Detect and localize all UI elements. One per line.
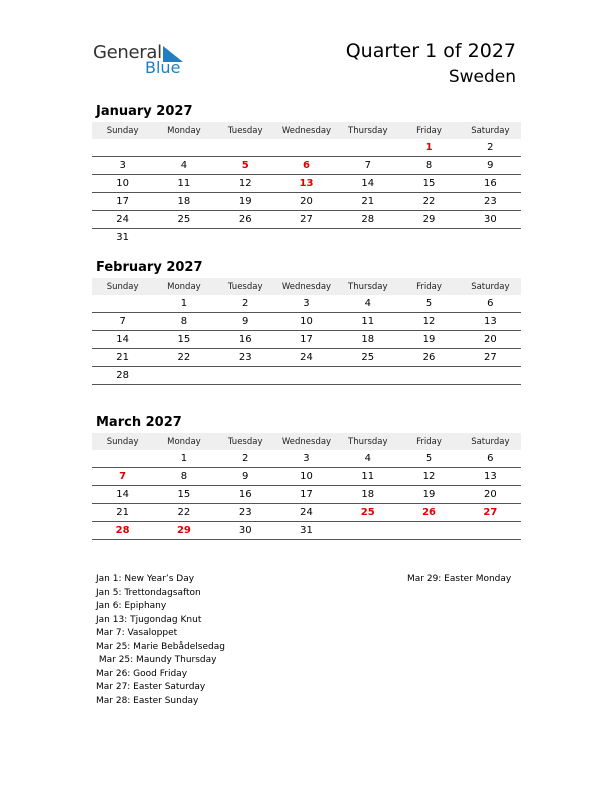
day-cell: 18 bbox=[337, 331, 398, 349]
week-row bbox=[92, 211, 521, 229]
day-cell: 1 bbox=[153, 450, 214, 468]
holiday-item: Jan 1: New Year’s Day bbox=[96, 574, 195, 584]
day-cell: 9 bbox=[215, 468, 276, 486]
day-cell: 11 bbox=[337, 468, 398, 486]
day-cell: 24 bbox=[276, 504, 337, 522]
day-cell: 22 bbox=[398, 193, 459, 211]
day-cell bbox=[153, 139, 214, 157]
weekday-header: Friday bbox=[398, 433, 459, 450]
day-cell bbox=[398, 229, 459, 247]
weekday-header: Thursday bbox=[337, 278, 398, 295]
holiday-item: Mar 27: Easter Saturday bbox=[96, 682, 206, 692]
calendar-grid bbox=[92, 278, 521, 385]
month-title: March 2027 bbox=[96, 415, 182, 430]
day-cell: 21 bbox=[337, 193, 398, 211]
day-cell: 22 bbox=[153, 504, 214, 522]
day-cell: 16 bbox=[460, 175, 521, 193]
day-cell bbox=[215, 139, 276, 157]
weekday-header: Friday bbox=[398, 278, 459, 295]
day-cell bbox=[92, 295, 153, 313]
day-cell: 25 bbox=[153, 211, 214, 229]
day-cell: 2 bbox=[215, 450, 276, 468]
day-cell bbox=[153, 229, 214, 247]
day-cell: 16 bbox=[215, 486, 276, 504]
day-cell bbox=[460, 229, 521, 247]
week-row bbox=[92, 486, 521, 504]
day-cell: 30 bbox=[215, 522, 276, 540]
day-cell: 22 bbox=[153, 349, 214, 367]
logo-text-blue: Blue bbox=[145, 58, 181, 77]
holiday-item: Jan 5: Trettondagsafton bbox=[96, 587, 201, 598]
day-cell: 24 bbox=[92, 211, 153, 229]
holiday-item: Mar 28: Easter Sunday bbox=[96, 695, 199, 706]
day-cell: 26 bbox=[398, 504, 459, 522]
day-cell bbox=[92, 450, 153, 468]
day-cell: 20 bbox=[276, 193, 337, 211]
holiday-item: Mar 25: Maundy Thursday bbox=[96, 655, 217, 665]
week-row bbox=[92, 175, 521, 193]
day-cell: 26 bbox=[215, 211, 276, 229]
day-cell: 27 bbox=[460, 349, 521, 367]
day-cell: 28 bbox=[337, 211, 398, 229]
day-cell: 14 bbox=[92, 331, 153, 349]
day-cell: 15 bbox=[153, 486, 214, 504]
day-cell bbox=[276, 139, 337, 157]
day-cell: 11 bbox=[337, 313, 398, 331]
day-cell: 11 bbox=[153, 175, 214, 193]
day-cell: 17 bbox=[276, 486, 337, 504]
day-cell bbox=[92, 139, 153, 157]
weekday-header: Thursday bbox=[337, 122, 398, 139]
weekday-header: Friday bbox=[398, 122, 459, 139]
day-cell: 31 bbox=[276, 522, 337, 540]
day-cell: 23 bbox=[215, 349, 276, 367]
day-cell bbox=[337, 139, 398, 157]
day-cell: 8 bbox=[153, 468, 214, 486]
holiday-item: Mar 29: Easter Monday bbox=[407, 574, 512, 584]
day-cell: 26 bbox=[398, 349, 459, 367]
calendar-grid bbox=[92, 122, 521, 246]
day-cell: 1 bbox=[153, 295, 214, 313]
day-cell: 5 bbox=[215, 157, 276, 175]
day-cell bbox=[460, 522, 521, 540]
day-cell bbox=[215, 367, 276, 385]
day-cell: 14 bbox=[337, 175, 398, 193]
day-cell: 8 bbox=[398, 157, 459, 175]
day-cell: 6 bbox=[276, 157, 337, 175]
weekday-header: Tuesday bbox=[215, 278, 276, 295]
day-cell: 13 bbox=[460, 313, 521, 331]
generalblue-logo bbox=[93, 42, 193, 78]
day-cell: 18 bbox=[337, 486, 398, 504]
page-title: Quarter 1 of 2027 bbox=[345, 40, 516, 62]
day-cell: 4 bbox=[153, 157, 214, 175]
weekday-header: Wednesday bbox=[276, 278, 337, 295]
day-cell: 12 bbox=[215, 175, 276, 193]
week-row bbox=[92, 522, 521, 540]
country-name: Sweden bbox=[448, 67, 516, 87]
weekday-header: Tuesday bbox=[215, 122, 276, 139]
week-row bbox=[92, 313, 521, 331]
day-cell: 19 bbox=[398, 486, 459, 504]
day-cell: 17 bbox=[92, 193, 153, 211]
week-row bbox=[92, 295, 521, 313]
day-cell: 15 bbox=[153, 331, 214, 349]
day-cell: 14 bbox=[92, 486, 153, 504]
week-row bbox=[92, 193, 521, 211]
day-cell: 15 bbox=[398, 175, 459, 193]
month-title: January 2027 bbox=[96, 104, 193, 119]
day-cell: 24 bbox=[276, 349, 337, 367]
weekday-header: Wednesday bbox=[276, 122, 337, 139]
day-cell bbox=[337, 522, 398, 540]
week-row bbox=[92, 504, 521, 522]
day-cell: 28 bbox=[92, 367, 153, 385]
weekday-header: Tuesday bbox=[215, 433, 276, 450]
logo-text-general: General bbox=[93, 42, 162, 63]
day-cell bbox=[276, 229, 337, 247]
day-cell: 10 bbox=[276, 468, 337, 486]
weekday-header: Saturday bbox=[460, 278, 521, 295]
weekday-header: Sunday bbox=[92, 278, 153, 295]
month-january bbox=[92, 104, 521, 246]
day-cell: 10 bbox=[276, 313, 337, 331]
day-cell: 7 bbox=[92, 313, 153, 331]
week-row bbox=[92, 331, 521, 349]
day-cell: 1 bbox=[398, 139, 459, 157]
day-cell: 16 bbox=[215, 331, 276, 349]
day-cell: 2 bbox=[215, 295, 276, 313]
weekday-header: Sunday bbox=[92, 433, 153, 450]
holiday-item: Jan 13: Tjugondag Knut bbox=[96, 614, 202, 625]
weekday-header: Monday bbox=[153, 122, 214, 139]
month-february bbox=[92, 260, 521, 385]
weekday-header: Thursday bbox=[337, 433, 398, 450]
day-cell: 13 bbox=[460, 468, 521, 486]
day-cell bbox=[276, 367, 337, 385]
day-cell: 27 bbox=[276, 211, 337, 229]
weekday-header: Sunday bbox=[92, 122, 153, 139]
day-cell: 9 bbox=[460, 157, 521, 175]
weekday-header: Saturday bbox=[460, 433, 521, 450]
day-cell: 10 bbox=[92, 175, 153, 193]
day-cell: 4 bbox=[337, 450, 398, 468]
day-cell: 18 bbox=[153, 193, 214, 211]
day-cell: 3 bbox=[276, 295, 337, 313]
day-cell bbox=[337, 367, 398, 385]
holiday-item: Mar 26: Good Friday bbox=[96, 668, 188, 679]
day-cell: 25 bbox=[337, 349, 398, 367]
day-cell: 17 bbox=[276, 331, 337, 349]
week-row bbox=[92, 229, 521, 247]
holiday-item: Jan 6: Epiphany bbox=[96, 601, 167, 611]
holiday-item: Mar 25: Marie Bebådelsedag bbox=[96, 641, 225, 652]
day-cell: 19 bbox=[398, 331, 459, 349]
day-cell: 27 bbox=[460, 504, 521, 522]
day-cell: 9 bbox=[215, 313, 276, 331]
day-cell bbox=[460, 367, 521, 385]
weekday-header: Monday bbox=[153, 278, 214, 295]
week-row bbox=[92, 349, 521, 367]
day-cell: 12 bbox=[398, 313, 459, 331]
day-cell: 13 bbox=[276, 175, 337, 193]
week-row bbox=[92, 450, 521, 468]
month-title: February 2027 bbox=[96, 260, 203, 275]
day-cell: 28 bbox=[92, 522, 153, 540]
holiday-list-right bbox=[407, 573, 511, 587]
day-cell: 2 bbox=[460, 139, 521, 157]
day-cell bbox=[398, 522, 459, 540]
day-cell: 30 bbox=[460, 211, 521, 229]
week-row bbox=[92, 468, 521, 486]
day-cell: 19 bbox=[215, 193, 276, 211]
holiday-item: Mar 7: Vasaloppet bbox=[96, 628, 178, 638]
day-cell: 7 bbox=[337, 157, 398, 175]
day-cell: 3 bbox=[92, 157, 153, 175]
weekday-header: Monday bbox=[153, 433, 214, 450]
calendar-grid bbox=[92, 433, 521, 540]
holiday-list bbox=[96, 573, 225, 708]
day-cell: 3 bbox=[276, 450, 337, 468]
week-row bbox=[92, 139, 521, 157]
day-cell: 12 bbox=[398, 468, 459, 486]
day-cell bbox=[398, 367, 459, 385]
day-cell bbox=[337, 229, 398, 247]
day-cell bbox=[215, 229, 276, 247]
day-cell: 8 bbox=[153, 313, 214, 331]
day-cell: 31 bbox=[116, 232, 129, 243]
day-cell bbox=[153, 367, 214, 385]
day-cell: 20 bbox=[460, 331, 521, 349]
day-cell: 25 bbox=[337, 504, 398, 522]
day-cell: 23 bbox=[460, 193, 521, 211]
day-cell: 4 bbox=[337, 295, 398, 313]
week-row bbox=[92, 157, 521, 175]
day-cell: 21 bbox=[92, 504, 153, 522]
weekday-header: Saturday bbox=[460, 122, 521, 139]
day-cell: 6 bbox=[460, 450, 521, 468]
day-cell: 6 bbox=[460, 295, 521, 313]
day-cell: 29 bbox=[398, 211, 459, 229]
day-cell: 21 bbox=[92, 349, 153, 367]
month-march bbox=[92, 415, 521, 540]
day-cell: 29 bbox=[153, 522, 214, 540]
day-cell: 23 bbox=[215, 504, 276, 522]
day-cell: 7 bbox=[92, 468, 153, 486]
day-cell: 5 bbox=[398, 295, 459, 313]
week-row bbox=[92, 367, 521, 385]
weekday-header: Wednesday bbox=[276, 433, 337, 450]
day-cell: 20 bbox=[460, 486, 521, 504]
day-cell: 5 bbox=[398, 450, 459, 468]
